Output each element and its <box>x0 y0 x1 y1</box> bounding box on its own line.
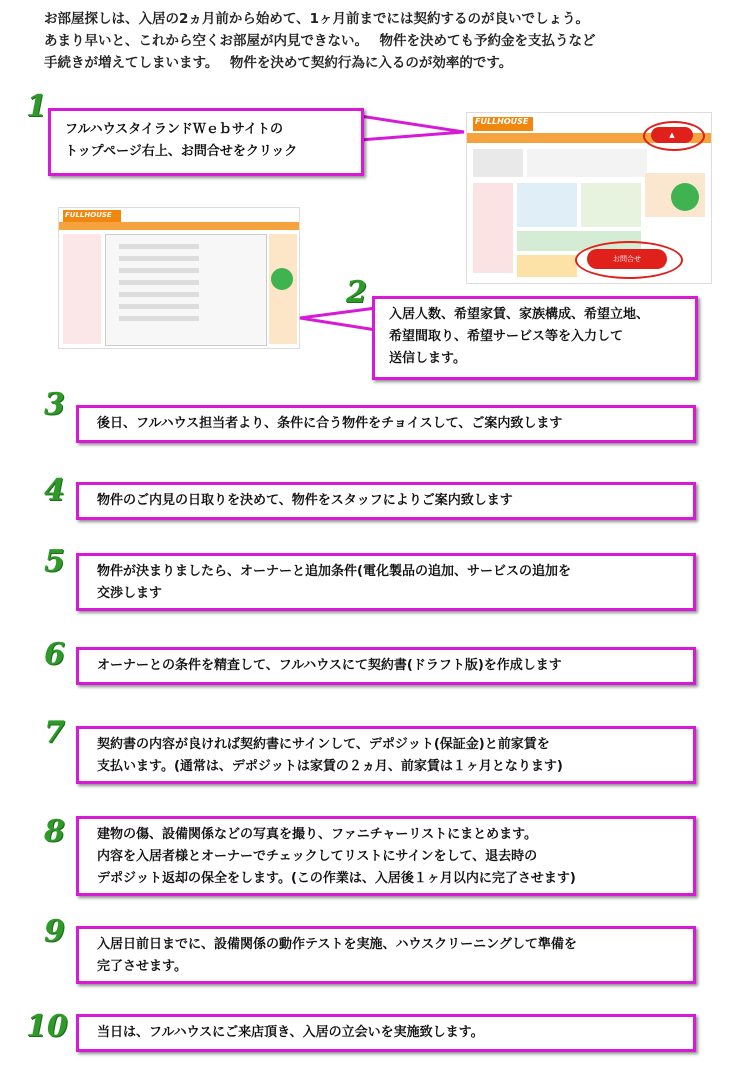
step-box-5: 物件が決まりましたら、オーナーと追加条件(電化製品の追加、サービスの追加を 交渉します <box>76 553 696 611</box>
step-box-4: 物件のご内見の日取りを決めて、物件をスタッフによりご案内致します <box>76 482 696 520</box>
contact-button-top: ▲ <box>651 127 693 143</box>
callout-tail-1 <box>360 110 470 150</box>
step-number-2: 2 <box>346 275 367 310</box>
step-number-4: 4 <box>44 473 65 508</box>
step-number-3: 3 <box>44 387 65 422</box>
step-box-3: 後日、フルハウス担当者より、条件に合う物件をチョイスして、ご案内致します <box>76 405 696 443</box>
highlight-oval-bottom <box>575 241 683 279</box>
step-box-2: 入居人数、希望家賃、家族構成、希望立地、 希望間取り、希望サービス等を入力して 送信します。 <box>372 296 698 380</box>
step-box-6: オーナーとの条件を精査して、フルハウスにて契約書(ドラフト版)を作成します <box>76 647 696 685</box>
step-box-10: 当日は、フルハウスにご来店頂き、入居の立会いを実施致します。 <box>76 1014 696 1052</box>
step-number-10: 10 <box>26 1009 68 1044</box>
contact-button-large: お問合せ <box>587 249 667 269</box>
step-number-5: 5 <box>44 544 65 579</box>
callout-tail-2 <box>298 306 378 336</box>
site-logo: FULLHOUSE <box>475 117 529 126</box>
step-box-1: フルハウスタイランドＷｅｂサイトの トップページ右上、お問合せをクリック <box>48 108 364 176</box>
step-box-7: 契約書の内容が良ければ契約書にサインして、デポジット(保証金)と前家賃を 支払います。(通常は、デポジットは家賃の２ヵ月、前家賃は１ヶ月となります) <box>76 726 696 784</box>
step-number-7: 7 <box>44 715 65 750</box>
intro-text: お部屋探しは、入居の2ヵ月前から始めて、1ヶ月前までには契約するのが良いでしょう。 あまり早いと、これから空くお部屋が内見できない。 物件を決めても予約金を支払うなど 手続きが増えてしまいます。 物件を決めて契約行為に入るのが効率的です。 <box>44 11 596 71</box>
homepage-screenshot <box>466 112 712 284</box>
site-logo-2: FULLHOUSE <box>65 211 112 219</box>
step-number-9: 9 <box>44 914 65 949</box>
contact-form-screenshot <box>58 207 300 349</box>
step-number-6: 6 <box>44 637 65 672</box>
step-box-8: 建物の傷、設備関係などの写真を撮り、ファニチャーリストにまとめます。 内容を入居者様とオーナーでチェックしてリストにサインをして、退去時の デポジット返却の保全をします。(この作業は、入居後１ヶ月以内に完了させます) <box>76 816 696 896</box>
step-number-1: 1 <box>26 89 47 124</box>
highlight-oval-top <box>643 121 705 151</box>
step-box-9: 入居日前日までに、設備関係の動作テストを実施、ハウスクリーニングして準備を 完了させます。 <box>76 926 696 984</box>
step-number-8: 8 <box>44 814 65 849</box>
